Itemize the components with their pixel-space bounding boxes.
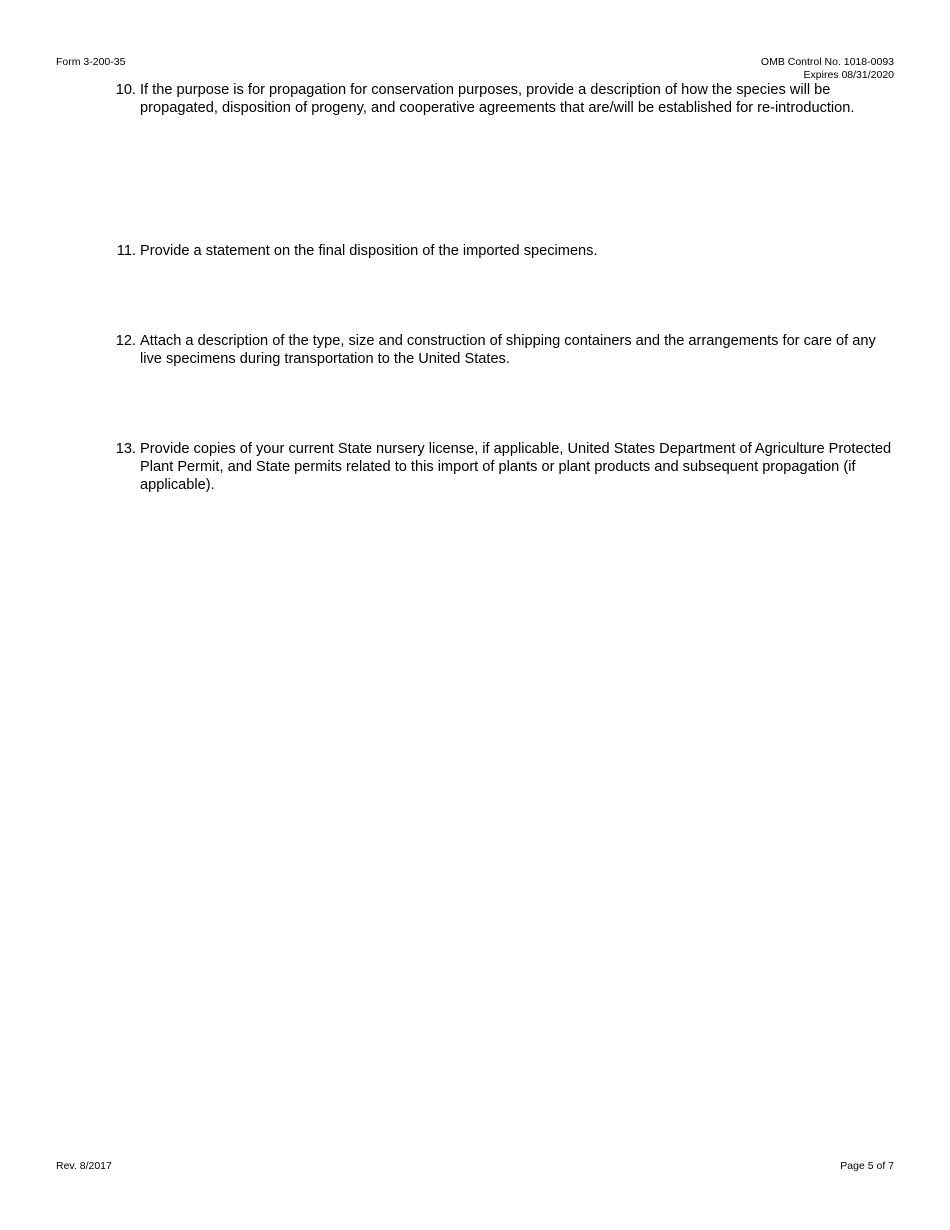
question-11 bbox=[108, 242, 898, 260]
question-12 bbox=[108, 332, 898, 368]
omb-control-number: OMB Control No. 1018-0093 bbox=[760, 56, 894, 68]
question-number: 10. bbox=[115, 82, 136, 98]
question-text: Provide a statement on the final disposition of the imported specimens. bbox=[140, 243, 598, 259]
question-text: Provide copies of your current State nursery license, if applicable, United States Department of Agriculture Protected Plant Permit, and State permits related to this import of plants or plant products and subsequent propagation (if applicable). bbox=[140, 441, 892, 493]
question-text: If the purpose is for propagation for conservation purposes, provide a description of how the species will be propagated, disposition of progeny, and cooperative agreements that are/will be established for re-introduction. bbox=[140, 82, 855, 116]
question-13 bbox=[108, 440, 898, 494]
form-number: Form 3-200-35 bbox=[56, 56, 126, 68]
expiration-date: Expires 08/31/2020 bbox=[803, 68, 894, 81]
question-number: 12. bbox=[115, 333, 136, 349]
question-text: Attach a description of the type, size and construction of shipping containers and the arrangements for care of any live specimens during transportation to the United States. bbox=[140, 333, 876, 367]
question-number: 13. bbox=[115, 441, 136, 457]
question-number: 11. bbox=[116, 243, 136, 259]
omb-info bbox=[761, 56, 894, 81]
revision-date: Rev. 8/2017 bbox=[56, 1160, 112, 1172]
page-number: Page 5 of 7 bbox=[840, 1160, 894, 1172]
question-10 bbox=[108, 81, 898, 117]
